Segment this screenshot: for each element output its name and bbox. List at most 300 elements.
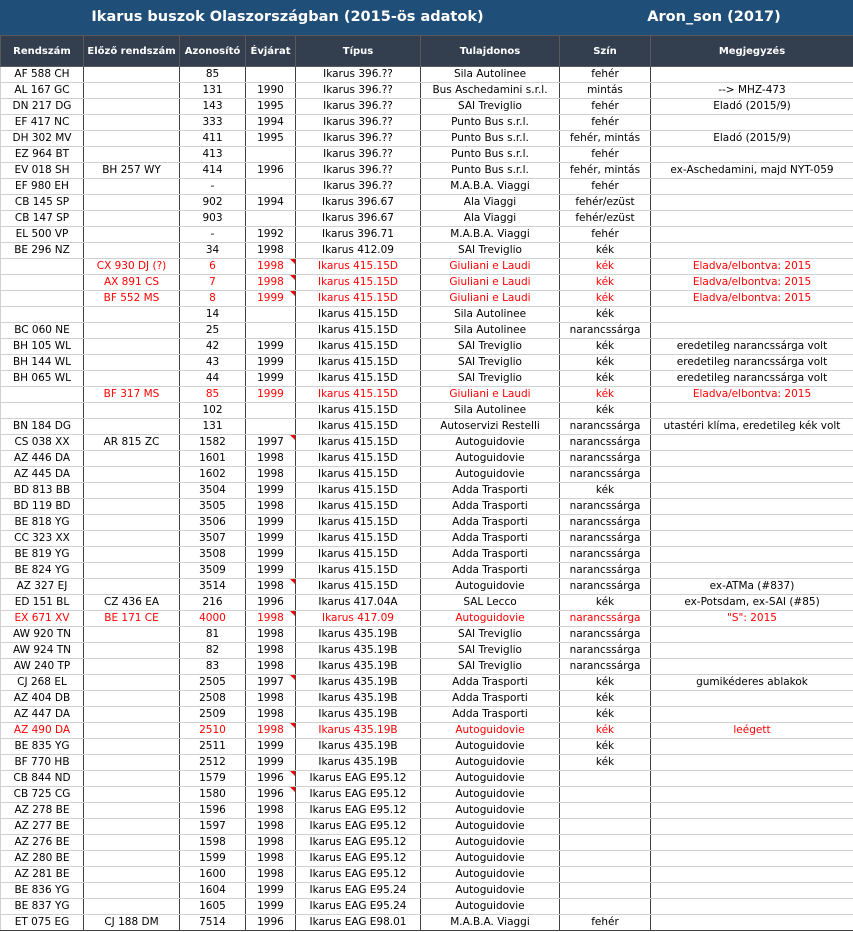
cell-elozo-rendszam[interactable] xyxy=(84,803,180,819)
cell-tipus[interactable]: Ikarus 435.19B xyxy=(296,643,421,659)
cell-szin[interactable]: mintás xyxy=(560,83,651,99)
cell-tulajdonos[interactable]: Punto Bus s.r.l. xyxy=(421,115,560,131)
cell-szin[interactable] xyxy=(560,851,651,867)
cell-elozo-rendszam[interactable] xyxy=(84,115,180,131)
cell-azonosito[interactable]: 34 xyxy=(180,243,246,259)
cell-megjegyzes[interactable] xyxy=(651,243,853,259)
cell-elozo-rendszam[interactable] xyxy=(84,707,180,723)
cell-szin[interactable] xyxy=(560,787,651,803)
cell-azonosito[interactable]: 1596 xyxy=(180,803,246,819)
cell-tipus[interactable]: Ikarus EAG E95.12 xyxy=(296,867,421,883)
cell-tipus[interactable]: Ikarus EAG E95.12 xyxy=(296,819,421,835)
cell-rendszam[interactable]: BD 813 BB xyxy=(1,483,84,499)
cell-tipus[interactable]: Ikarus 396.?? xyxy=(296,83,421,99)
cell-evjarat[interactable]: 1998 xyxy=(246,819,296,835)
cell-evjarat[interactable]: 1998 xyxy=(246,803,296,819)
cell-evjarat[interactable]: 1996 xyxy=(246,163,296,179)
cell-szin[interactable]: kék xyxy=(560,291,651,307)
cell-evjarat[interactable]: 1995 xyxy=(246,131,296,147)
cell-azonosito[interactable]: 903 xyxy=(180,211,246,227)
col-header-tipus[interactable]: Típus xyxy=(296,36,421,67)
cell-evjarat[interactable]: 1999 xyxy=(246,483,296,499)
cell-rendszam[interactable]: BE 836 YG xyxy=(1,883,84,899)
cell-azonosito[interactable]: 4000 xyxy=(180,611,246,627)
cell-rendszam[interactable]: CJ 268 EL xyxy=(1,675,84,691)
cell-megjegyzes[interactable]: Eladó (2015/9) xyxy=(651,131,853,147)
cell-rendszam[interactable]: EZ 964 BT xyxy=(1,147,84,163)
cell-azonosito[interactable]: 3509 xyxy=(180,563,246,579)
cell-rendszam[interactable]: CS 038 XX xyxy=(1,435,84,451)
cell-evjarat[interactable]: 1992 xyxy=(246,227,296,243)
cell-szin[interactable] xyxy=(560,867,651,883)
cell-szin[interactable] xyxy=(560,835,651,851)
cell-tipus[interactable]: Ikarus 396.67 xyxy=(296,211,421,227)
cell-azonosito[interactable]: 85 xyxy=(180,67,246,83)
cell-tulajdonos[interactable]: Autoguidovie xyxy=(421,723,560,739)
cell-azonosito[interactable]: 413 xyxy=(180,147,246,163)
cell-rendszam[interactable]: CB 844 ND xyxy=(1,771,84,787)
cell-tulajdonos[interactable]: M.A.B.A. Viaggi xyxy=(421,179,560,195)
cell-evjarat[interactable]: 1999 xyxy=(246,355,296,371)
cell-rendszam[interactable]: CC 323 XX xyxy=(1,531,84,547)
cell-azonosito[interactable]: - xyxy=(180,179,246,195)
cell-megjegyzes[interactable]: ex-Aschedamini, majd NYT-059 xyxy=(651,163,853,179)
cell-megjegyzes[interactable] xyxy=(651,499,853,515)
cell-tulajdonos[interactable]: SAI Treviglio xyxy=(421,355,560,371)
cell-rendszam[interactable]: AW 920 TN xyxy=(1,627,84,643)
cell-megjegyzes[interactable] xyxy=(651,227,853,243)
cell-elozo-rendszam[interactable] xyxy=(84,867,180,883)
cell-evjarat[interactable]: 1996 xyxy=(246,915,296,931)
cell-rendszam[interactable]: CB 147 SP xyxy=(1,211,84,227)
cell-rendszam[interactable]: AZ 281 BE xyxy=(1,867,84,883)
cell-szin[interactable]: fehér xyxy=(560,147,651,163)
cell-szin[interactable]: narancssárga xyxy=(560,563,651,579)
cell-evjarat[interactable] xyxy=(246,211,296,227)
cell-rendszam[interactable]: AZ 278 BE xyxy=(1,803,84,819)
cell-megjegyzes[interactable] xyxy=(651,899,853,915)
cell-megjegyzes[interactable]: Eladva/elbontva: 2015 xyxy=(651,259,853,275)
cell-azonosito[interactable]: 85 xyxy=(180,387,246,403)
cell-elozo-rendszam[interactable]: AR 815 ZC xyxy=(84,435,180,451)
cell-megjegyzes[interactable] xyxy=(651,627,853,643)
cell-szin[interactable]: fehér, mintás xyxy=(560,131,651,147)
cell-tulajdonos[interactable]: Autoguidovie xyxy=(421,755,560,771)
cell-megjegyzes[interactable] xyxy=(651,787,853,803)
cell-azonosito[interactable]: 7514 xyxy=(180,915,246,931)
cell-szin[interactable]: kék xyxy=(560,675,651,691)
cell-rendszam[interactable] xyxy=(1,307,84,323)
cell-rendszam[interactable]: AZ 446 DA xyxy=(1,451,84,467)
cell-azonosito[interactable]: - xyxy=(180,227,246,243)
cell-rendszam[interactable]: EL 500 VP xyxy=(1,227,84,243)
cell-rendszam[interactable]: BE 818 YG xyxy=(1,515,84,531)
cell-evjarat[interactable] xyxy=(246,147,296,163)
cell-rendszam[interactable]: EV 018 SH xyxy=(1,163,84,179)
cell-megjegyzes[interactable]: ex-ATMa (#837) xyxy=(651,579,853,595)
cell-szin[interactable]: narancssárga xyxy=(560,579,651,595)
cell-evjarat[interactable]: 1999 xyxy=(246,883,296,899)
cell-azonosito[interactable]: 2505 xyxy=(180,675,246,691)
cell-szin[interactable]: narancssárga xyxy=(560,531,651,547)
cell-rendszam[interactable]: BF 770 HB xyxy=(1,755,84,771)
cell-tipus[interactable]: Ikarus 415.15D xyxy=(296,291,421,307)
cell-azonosito[interactable]: 6 xyxy=(180,259,246,275)
cell-rendszam[interactable]: AZ 327 EJ xyxy=(1,579,84,595)
cell-elozo-rendszam[interactable] xyxy=(84,563,180,579)
cell-azonosito[interactable]: 131 xyxy=(180,83,246,99)
col-header-rendszam[interactable]: Rendszám xyxy=(1,36,84,67)
cell-rendszam[interactable]: BH 105 WL xyxy=(1,339,84,355)
cell-azonosito[interactable]: 3514 xyxy=(180,579,246,595)
cell-tulajdonos[interactable]: SAI Treviglio xyxy=(421,243,560,259)
cell-megjegyzes[interactable]: Eladva/elbontva: 2015 xyxy=(651,291,853,307)
cell-rendszam[interactable]: AZ 447 DA xyxy=(1,707,84,723)
cell-tulajdonos[interactable]: Autoguidovie xyxy=(421,819,560,835)
cell-tipus[interactable]: Ikarus 415.15D xyxy=(296,547,421,563)
cell-megjegyzes[interactable]: Eladva/elbontva: 2015 xyxy=(651,387,853,403)
cell-evjarat[interactable]: 1998 xyxy=(246,691,296,707)
cell-azonosito[interactable]: 143 xyxy=(180,99,246,115)
cell-rendszam[interactable]: DN 217 DG xyxy=(1,99,84,115)
cell-azonosito[interactable]: 902 xyxy=(180,195,246,211)
cell-szin[interactable]: fehér/ezüst xyxy=(560,195,651,211)
cell-azonosito[interactable]: 7 xyxy=(180,275,246,291)
cell-rendszam[interactable]: AZ 404 DB xyxy=(1,691,84,707)
cell-szin[interactable] xyxy=(560,771,651,787)
cell-megjegyzes[interactable] xyxy=(651,147,853,163)
cell-evjarat[interactable]: 1996 xyxy=(246,595,296,611)
cell-szin[interactable]: kék xyxy=(560,403,651,419)
cell-rendszam[interactable]: DH 302 MV xyxy=(1,131,84,147)
cell-megjegyzes[interactable] xyxy=(651,531,853,547)
cell-azonosito[interactable]: 414 xyxy=(180,163,246,179)
cell-tulajdonos[interactable]: Giuliani e Laudi xyxy=(421,275,560,291)
cell-szin[interactable]: fehér xyxy=(560,915,651,931)
cell-rendszam[interactable] xyxy=(1,387,84,403)
cell-tipus[interactable]: Ikarus 415.15D xyxy=(296,339,421,355)
cell-elozo-rendszam[interactable] xyxy=(84,659,180,675)
cell-tipus[interactable]: Ikarus 396.71 xyxy=(296,227,421,243)
cell-evjarat[interactable]: 1998 xyxy=(246,659,296,675)
cell-szin[interactable]: kék xyxy=(560,307,651,323)
cell-tulajdonos[interactable]: Ala Viaggi xyxy=(421,211,560,227)
cell-szin[interactable]: kék xyxy=(560,339,651,355)
cell-elozo-rendszam[interactable] xyxy=(84,723,180,739)
cell-megjegyzes[interactable] xyxy=(651,451,853,467)
cell-rendszam[interactable]: EX 671 XV xyxy=(1,611,84,627)
cell-rendszam[interactable]: EF 980 EH xyxy=(1,179,84,195)
cell-evjarat[interactable]: 1990 xyxy=(246,83,296,99)
cell-elozo-rendszam[interactable] xyxy=(84,483,180,499)
cell-megjegyzes[interactable]: eredetileg narancssárga volt xyxy=(651,339,853,355)
cell-tipus[interactable]: Ikarus 415.15D xyxy=(296,563,421,579)
cell-megjegyzes[interactable] xyxy=(651,851,853,867)
cell-azonosito[interactable]: 8 xyxy=(180,291,246,307)
cell-elozo-rendszam[interactable] xyxy=(84,755,180,771)
cell-tipus[interactable]: Ikarus 396.?? xyxy=(296,163,421,179)
cell-tipus[interactable]: Ikarus 415.15D xyxy=(296,259,421,275)
cell-azonosito[interactable]: 3505 xyxy=(180,499,246,515)
cell-szin[interactable]: narancssárga xyxy=(560,659,651,675)
cell-tipus[interactable]: Ikarus 396.?? xyxy=(296,99,421,115)
cell-azonosito[interactable]: 81 xyxy=(180,627,246,643)
cell-tulajdonos[interactable]: Adda Trasporti xyxy=(421,499,560,515)
cell-tulajdonos[interactable]: Autoguidovie xyxy=(421,883,560,899)
cell-azonosito[interactable]: 411 xyxy=(180,131,246,147)
cell-elozo-rendszam[interactable] xyxy=(84,371,180,387)
cell-tipus[interactable]: Ikarus 415.15D xyxy=(296,419,421,435)
cell-megjegyzes[interactable] xyxy=(651,707,853,723)
cell-tulajdonos[interactable]: Adda Trasporti xyxy=(421,563,560,579)
cell-evjarat[interactable] xyxy=(246,403,296,419)
cell-megjegyzes[interactable] xyxy=(651,67,853,83)
cell-elozo-rendszam[interactable] xyxy=(84,419,180,435)
cell-tipus[interactable]: Ikarus 396.?? xyxy=(296,147,421,163)
cell-tulajdonos[interactable]: Autoguidovie xyxy=(421,771,560,787)
cell-tulajdonos[interactable]: Giuliani e Laudi xyxy=(421,387,560,403)
cell-szin[interactable]: kék xyxy=(560,259,651,275)
cell-azonosito[interactable]: 42 xyxy=(180,339,246,355)
cell-elozo-rendszam[interactable] xyxy=(84,675,180,691)
cell-azonosito[interactable]: 1598 xyxy=(180,835,246,851)
cell-szin[interactable]: kék xyxy=(560,739,651,755)
cell-evjarat[interactable]: 1995 xyxy=(246,99,296,115)
cell-azonosito[interactable]: 1604 xyxy=(180,883,246,899)
cell-tulajdonos[interactable]: SAI Treviglio xyxy=(421,659,560,675)
cell-elozo-rendszam[interactable] xyxy=(84,195,180,211)
cell-megjegyzes[interactable]: --> MHZ-473 xyxy=(651,83,853,99)
cell-azonosito[interactable]: 82 xyxy=(180,643,246,659)
cell-tulajdonos[interactable]: Adda Trasporti xyxy=(421,531,560,547)
cell-tipus[interactable]: Ikarus 435.19B xyxy=(296,755,421,771)
cell-szin[interactable]: kék xyxy=(560,243,651,259)
cell-evjarat[interactable] xyxy=(246,323,296,339)
cell-evjarat[interactable]: 1996 xyxy=(246,787,296,803)
cell-elozo-rendszam[interactable] xyxy=(84,899,180,915)
cell-tulajdonos[interactable]: Autoguidovie xyxy=(421,579,560,595)
cell-tulajdonos[interactable]: SAI Treviglio xyxy=(421,99,560,115)
cell-evjarat[interactable] xyxy=(246,67,296,83)
cell-elozo-rendszam[interactable] xyxy=(84,179,180,195)
cell-megjegyzes[interactable] xyxy=(651,755,853,771)
cell-evjarat[interactable]: 1999 xyxy=(246,547,296,563)
cell-tulajdonos[interactable]: Autoguidovie xyxy=(421,851,560,867)
cell-rendszam[interactable]: AZ 277 BE xyxy=(1,819,84,835)
cell-tulajdonos[interactable]: SAI Treviglio xyxy=(421,371,560,387)
cell-tipus[interactable]: Ikarus 415.15D xyxy=(296,451,421,467)
cell-tulajdonos[interactable]: Autoguidovie xyxy=(421,835,560,851)
cell-megjegyzes[interactable]: Eladó (2015/9) xyxy=(651,99,853,115)
cell-azonosito[interactable]: 131 xyxy=(180,419,246,435)
col-header-elozo-rendszam[interactable]: Előző rendszám xyxy=(84,36,180,67)
cell-azonosito[interactable]: 43 xyxy=(180,355,246,371)
cell-megjegyzes[interactable] xyxy=(651,435,853,451)
cell-elozo-rendszam[interactable] xyxy=(84,835,180,851)
cell-tipus[interactable]: Ikarus EAG E95.12 xyxy=(296,803,421,819)
cell-elozo-rendszam[interactable]: BF 317 MS xyxy=(84,387,180,403)
cell-elozo-rendszam[interactable] xyxy=(84,627,180,643)
cell-megjegyzes[interactable] xyxy=(651,403,853,419)
col-header-megjegyzes[interactable]: Megjegyzés xyxy=(651,36,853,67)
cell-tulajdonos[interactable]: Adda Trasporti xyxy=(421,707,560,723)
cell-megjegyzes[interactable]: eredetileg narancssárga volt xyxy=(651,371,853,387)
cell-evjarat[interactable]: 1999 xyxy=(246,387,296,403)
cell-evjarat[interactable]: 1997 xyxy=(246,435,296,451)
cell-azonosito[interactable]: 3508 xyxy=(180,547,246,563)
cell-szin[interactable]: kék xyxy=(560,707,651,723)
cell-evjarat[interactable]: 1998 xyxy=(246,243,296,259)
col-header-szin[interactable]: Szín xyxy=(560,36,651,67)
cell-azonosito[interactable]: 1605 xyxy=(180,899,246,915)
cell-megjegyzes[interactable] xyxy=(651,483,853,499)
cell-megjegyzes[interactable] xyxy=(651,563,853,579)
cell-elozo-rendszam[interactable] xyxy=(84,515,180,531)
cell-tipus[interactable]: Ikarus 435.19B xyxy=(296,723,421,739)
cell-evjarat[interactable]: 1999 xyxy=(246,339,296,355)
cell-rendszam[interactable]: BE 835 YG xyxy=(1,739,84,755)
cell-azonosito[interactable]: 2512 xyxy=(180,755,246,771)
cell-rendszam[interactable]: AW 924 TN xyxy=(1,643,84,659)
cell-elozo-rendszam[interactable]: BF 552 MS xyxy=(84,291,180,307)
cell-evjarat[interactable]: 1998 xyxy=(246,643,296,659)
cell-megjegyzes[interactable] xyxy=(651,643,853,659)
cell-rendszam[interactable]: AF 588 CH xyxy=(1,67,84,83)
cell-megjegyzes[interactable] xyxy=(651,659,853,675)
cell-elozo-rendszam[interactable] xyxy=(84,851,180,867)
cell-szin[interactable]: kék xyxy=(560,355,651,371)
cell-tulajdonos[interactable]: SAL Lecco xyxy=(421,595,560,611)
cell-evjarat[interactable]: 1998 xyxy=(246,627,296,643)
cell-szin[interactable]: kék xyxy=(560,483,651,499)
cell-elozo-rendszam[interactable]: CZ 436 EA xyxy=(84,595,180,611)
cell-szin[interactable]: narancssárga xyxy=(560,419,651,435)
cell-tulajdonos[interactable]: Autoguidovie xyxy=(421,803,560,819)
cell-tipus[interactable]: Ikarus 415.15D xyxy=(296,387,421,403)
cell-rendszam[interactable]: CB 145 SP xyxy=(1,195,84,211)
cell-megjegyzes[interactable]: "S": 2015 xyxy=(651,611,853,627)
cell-tulajdonos[interactable]: SAI Treviglio xyxy=(421,643,560,659)
cell-elozo-rendszam[interactable] xyxy=(84,643,180,659)
cell-szin[interactable]: narancssárga xyxy=(560,499,651,515)
cell-evjarat[interactable]: 1998 xyxy=(246,707,296,723)
cell-elozo-rendszam[interactable] xyxy=(84,355,180,371)
cell-azonosito[interactable]: 44 xyxy=(180,371,246,387)
cell-tipus[interactable]: Ikarus EAG E95.24 xyxy=(296,899,421,915)
cell-szin[interactable] xyxy=(560,803,651,819)
cell-megjegyzes[interactable] xyxy=(651,691,853,707)
cell-szin[interactable]: fehér/ezüst xyxy=(560,211,651,227)
cell-szin[interactable]: fehér xyxy=(560,99,651,115)
cell-megjegyzes[interactable] xyxy=(651,803,853,819)
cell-tulajdonos[interactable]: Sila Autolinee xyxy=(421,403,560,419)
cell-elozo-rendszam[interactable] xyxy=(84,307,180,323)
cell-elozo-rendszam[interactable] xyxy=(84,451,180,467)
cell-evjarat[interactable] xyxy=(246,419,296,435)
cell-azonosito[interactable]: 216 xyxy=(180,595,246,611)
cell-szin[interactable] xyxy=(560,819,651,835)
cell-tulajdonos[interactable]: Bus Aschedamini s.r.l. xyxy=(421,83,560,99)
cell-tulajdonos[interactable]: SAI Treviglio xyxy=(421,627,560,643)
cell-tipus[interactable]: Ikarus EAG E98.01 xyxy=(296,915,421,931)
cell-megjegyzes[interactable] xyxy=(651,547,853,563)
cell-tipus[interactable]: Ikarus 435.19B xyxy=(296,739,421,755)
cell-evjarat[interactable]: 1998 xyxy=(246,851,296,867)
cell-megjegyzes[interactable] xyxy=(651,835,853,851)
cell-szin[interactable]: narancssárga xyxy=(560,435,651,451)
cell-tulajdonos[interactable]: Autoguidovie xyxy=(421,611,560,627)
cell-szin[interactable]: kék xyxy=(560,755,651,771)
cell-szin[interactable] xyxy=(560,883,651,899)
cell-tulajdonos[interactable]: Adda Trasporti xyxy=(421,691,560,707)
cell-tipus[interactable]: Ikarus EAG E95.12 xyxy=(296,787,421,803)
cell-azonosito[interactable]: 2509 xyxy=(180,707,246,723)
cell-szin[interactable]: fehér xyxy=(560,179,651,195)
cell-rendszam[interactable]: AZ 280 BE xyxy=(1,851,84,867)
cell-elozo-rendszam[interactable] xyxy=(84,499,180,515)
cell-rendszam[interactable]: AW 240 TP xyxy=(1,659,84,675)
cell-szin[interactable] xyxy=(560,899,651,915)
cell-szin[interactable]: narancssárga xyxy=(560,611,651,627)
cell-tipus[interactable]: Ikarus 396.?? xyxy=(296,179,421,195)
cell-evjarat[interactable]: 1999 xyxy=(246,739,296,755)
cell-elozo-rendszam[interactable] xyxy=(84,883,180,899)
cell-azonosito[interactable]: 333 xyxy=(180,115,246,131)
cell-szin[interactable]: kék xyxy=(560,723,651,739)
cell-rendszam[interactable] xyxy=(1,275,84,291)
cell-tipus[interactable]: Ikarus 396.67 xyxy=(296,195,421,211)
cell-tipus[interactable]: Ikarus 415.15D xyxy=(296,323,421,339)
cell-elozo-rendszam[interactable] xyxy=(84,787,180,803)
cell-tipus[interactable]: Ikarus 396.?? xyxy=(296,131,421,147)
cell-szin[interactable]: kék xyxy=(560,371,651,387)
cell-megjegyzes[interactable]: eredetileg narancssárga volt xyxy=(651,355,853,371)
cell-rendszam[interactable]: AZ 276 BE xyxy=(1,835,84,851)
cell-tulajdonos[interactable]: Punto Bus s.r.l. xyxy=(421,147,560,163)
cell-elozo-rendszam[interactable] xyxy=(84,67,180,83)
cell-tipus[interactable]: Ikarus 435.19B xyxy=(296,627,421,643)
col-header-evjarat[interactable]: Évjárat xyxy=(246,36,296,67)
cell-rendszam[interactable]: BH 144 WL xyxy=(1,355,84,371)
cell-tipus[interactable]: Ikarus 415.15D xyxy=(296,355,421,371)
cell-azonosito[interactable]: 1602 xyxy=(180,467,246,483)
cell-szin[interactable]: kék xyxy=(560,387,651,403)
cell-tulajdonos[interactable]: Autoguidovie xyxy=(421,435,560,451)
cell-tulajdonos[interactable]: Sila Autolinee xyxy=(421,323,560,339)
cell-tipus[interactable]: Ikarus 435.19B xyxy=(296,691,421,707)
cell-tulajdonos[interactable]: Autoguidovie xyxy=(421,467,560,483)
cell-tipus[interactable]: Ikarus 435.19B xyxy=(296,659,421,675)
cell-tipus[interactable]: Ikarus EAG E95.12 xyxy=(296,771,421,787)
cell-megjegyzes[interactable] xyxy=(651,915,853,931)
cell-szin[interactable]: narancssárga xyxy=(560,643,651,659)
cell-tulajdonos[interactable]: Autoservizi Restelli xyxy=(421,419,560,435)
cell-tulajdonos[interactable]: Ala Viaggi xyxy=(421,195,560,211)
cell-evjarat[interactable] xyxy=(246,307,296,323)
cell-evjarat[interactable]: 1999 xyxy=(246,563,296,579)
cell-tipus[interactable]: Ikarus 396.?? xyxy=(296,115,421,131)
cell-azonosito[interactable]: 1599 xyxy=(180,851,246,867)
cell-rendszam[interactable]: BE 837 YG xyxy=(1,899,84,915)
cell-elozo-rendszam[interactable] xyxy=(84,739,180,755)
cell-elozo-rendszam[interactable]: AX 891 CS xyxy=(84,275,180,291)
cell-evjarat[interactable]: 1998 xyxy=(246,867,296,883)
cell-tulajdonos[interactable]: Autoguidovie xyxy=(421,867,560,883)
cell-evjarat[interactable]: 1999 xyxy=(246,371,296,387)
cell-tipus[interactable]: Ikarus EAG E95.24 xyxy=(296,883,421,899)
cell-elozo-rendszam[interactable] xyxy=(84,547,180,563)
cell-szin[interactable]: fehér, mintás xyxy=(560,163,651,179)
